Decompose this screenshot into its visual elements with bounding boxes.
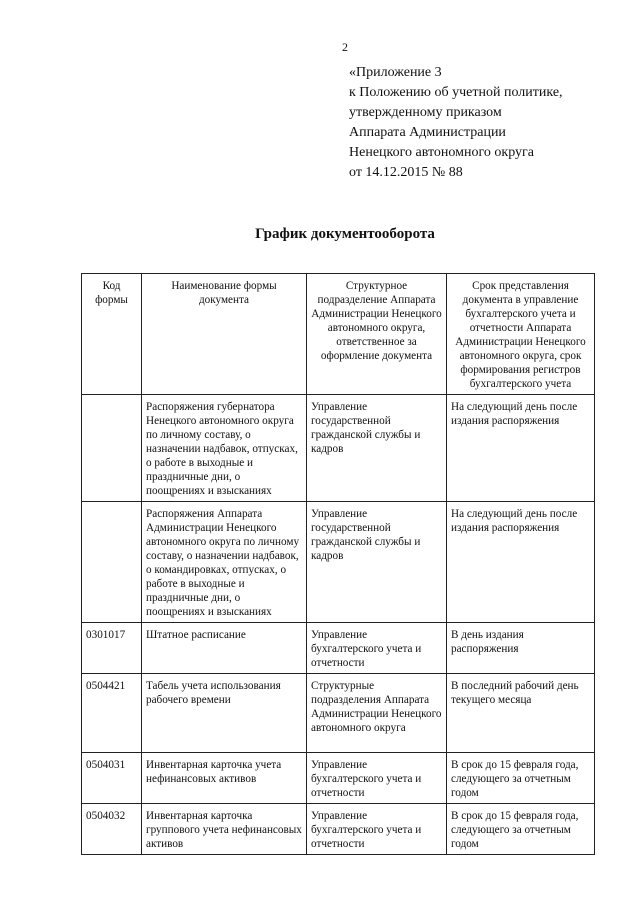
cell-department: Управление бухгалтерского учета и отчетности [307, 753, 447, 804]
cell-form-name: Распоряжения Аппарата Администрации Ненецкого автономного округа по личному составу, о назначении надбавок, о командировках, отпусках, о работе в выходные и праздничные дни, о поощрениях и взысканиях [142, 502, 307, 623]
appendix-line: от 14.12.2015 № 88 [349, 165, 463, 180]
cell-form-code: 0301017 [82, 623, 142, 674]
table-row [82, 395, 595, 502]
cell-form-code [82, 502, 142, 623]
table-row [82, 674, 595, 753]
cell-form-code [82, 395, 142, 502]
appendix-line: утвержденному приказом [349, 105, 502, 120]
cell-form-code: 0504031 [82, 753, 142, 804]
table-row [82, 753, 595, 804]
cell-deadline: На следующий день после издания распоряжения [447, 395, 595, 502]
appendix-line: к Положению об учетной политике, [349, 85, 563, 100]
cell-form-name: Инвентарная карточка группового учета нефинансовых активов [142, 804, 307, 855]
header-form-name: Наименование формы документа [142, 274, 307, 395]
appendix-line: «Приложение 3 [349, 65, 442, 80]
appendix-block [349, 63, 629, 183]
document-flow-table [81, 273, 595, 855]
document-title: График документооборота [255, 226, 435, 242]
cell-department: Управление государственной гражданской службы и кадров [307, 502, 447, 623]
cell-form-code: 0504032 [82, 804, 142, 855]
cell-deadline: В срок до 15 февраля года, следующего за отчетным годом [447, 804, 595, 855]
page-number: 2 [342, 40, 348, 54]
cell-department: Управление бухгалтерского учета и отчетности [307, 623, 447, 674]
cell-form-name: Распоряжения губернатора Ненецкого автономного округа по личному составу, о назначении надбавок, отпусках, о работе в выходные и праздничные дни, о поощрениях и взысканиях [142, 395, 307, 502]
cell-form-name: Инвентарная карточка учета нефинансовых активов [142, 753, 307, 804]
cell-form-name: Табель учета использования рабочего времени [142, 674, 307, 753]
cell-department: Структурные подразделения Аппарата Администрации Ненецкого автономного округа [307, 674, 447, 753]
cell-deadline: В день издания распоряжения [447, 623, 595, 674]
table-row [82, 623, 595, 674]
table-header-row [82, 274, 595, 395]
appendix-line: Ненецкого автономного округа [349, 145, 534, 160]
header-deadline: Срок представления документа в управление бухгалтерского учета и отчетности Аппарата Администрации Ненецкого автономного округа, срок формирования регистров бухгалтерского учета [447, 274, 595, 395]
appendix-line: Аппарата Администрации [349, 125, 506, 140]
cell-deadline: В срок до 15 февраля года, следующего за отчетным годом [447, 753, 595, 804]
cell-deadline: В последний рабочий день текущего месяца [447, 674, 595, 753]
table-row [82, 804, 595, 855]
cell-form-code: 0504421 [82, 674, 142, 753]
cell-form-name: Штатное расписание [142, 623, 307, 674]
table-row [82, 502, 595, 623]
cell-deadline: На следующий день после издания распоряжения [447, 502, 595, 623]
header-form-code: Код формы [82, 274, 142, 395]
cell-department: Управление бухгалтерского учета и отчетности [307, 804, 447, 855]
header-department: Структурное подразделение Аппарата Администрации Ненецкого автономного округа, ответственное за оформление документа [307, 274, 447, 395]
cell-department: Управление государственной гражданской службы и кадров [307, 395, 447, 502]
